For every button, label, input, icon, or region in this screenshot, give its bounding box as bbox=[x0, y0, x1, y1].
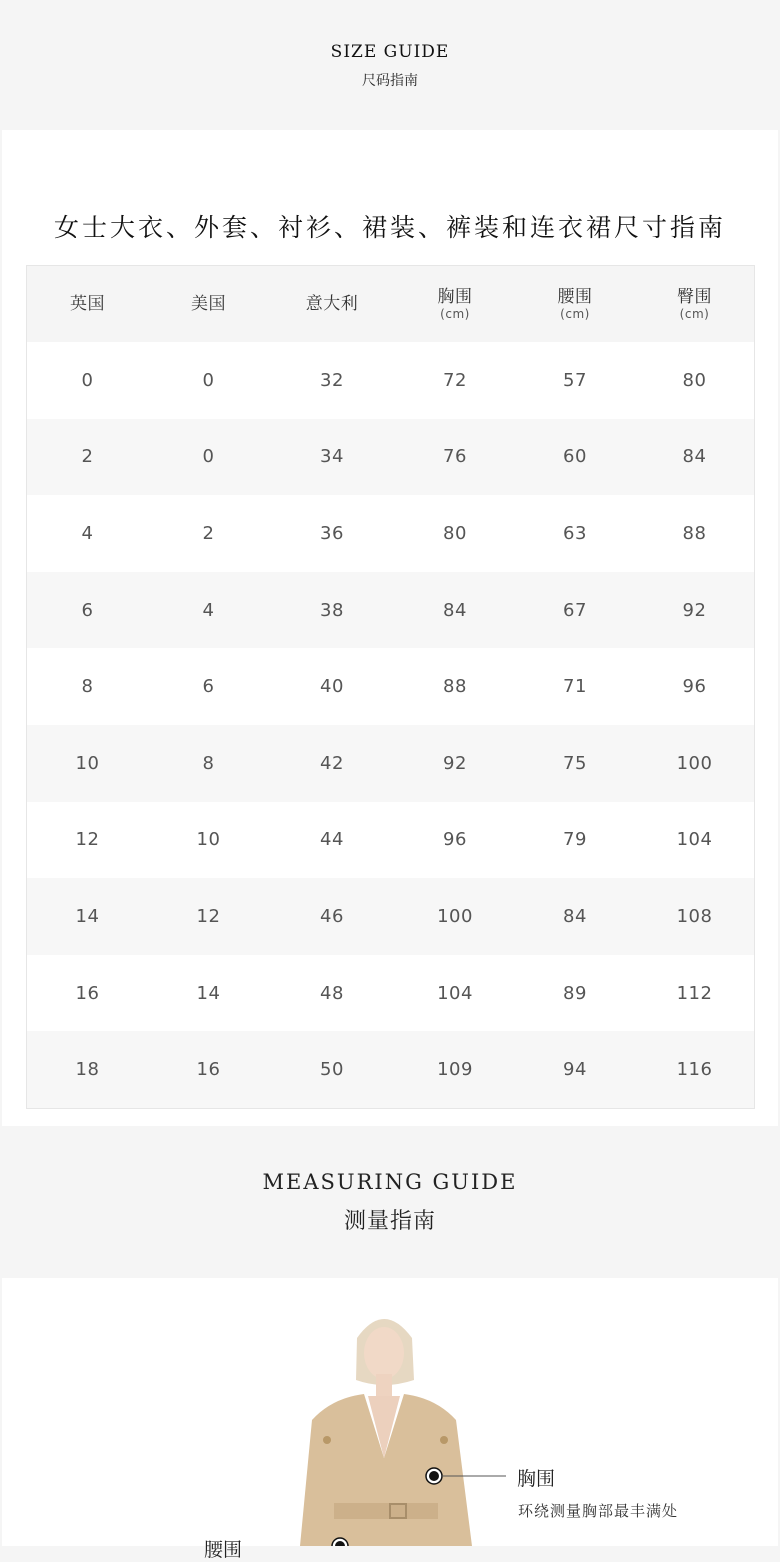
table-cell: 48 bbox=[320, 982, 344, 1004]
table-cell: 14 bbox=[196, 982, 221, 1004]
measuring-guide-title-cn: 测量指南 bbox=[343, 1209, 436, 1234]
table-cell: 16 bbox=[75, 982, 100, 1004]
measuring-guide-title-en: MEASURING GUIDE bbox=[262, 1170, 518, 1194]
table-row bbox=[27, 878, 754, 955]
table-cell: 84 bbox=[443, 599, 467, 621]
table-row bbox=[27, 725, 754, 802]
model-figure-image bbox=[272, 1308, 502, 1546]
table-cell: 89 bbox=[563, 982, 587, 1004]
table-cell: 100 bbox=[437, 905, 473, 927]
table-row bbox=[27, 419, 754, 496]
table-body bbox=[27, 342, 754, 1108]
size-table-title: 女士大衣、外套、衬衫、裙装、裤装和连衣裙尺寸指南 bbox=[53, 213, 726, 242]
column-header bbox=[515, 288, 635, 321]
column-header-label: 臀围 bbox=[677, 286, 712, 307]
table-cell: 4 bbox=[81, 522, 94, 544]
table-cell: 0 bbox=[202, 369, 215, 391]
column-header-label: 英国 bbox=[70, 293, 105, 314]
table-cell: 92 bbox=[682, 599, 707, 621]
table-cell: 108 bbox=[676, 905, 713, 927]
table-cell: 112 bbox=[676, 982, 713, 1004]
table-cell: 32 bbox=[320, 369, 344, 391]
column-header-label: 美国 bbox=[191, 293, 226, 314]
table-header-row bbox=[27, 266, 754, 342]
column-header-unit: (cm) bbox=[440, 306, 470, 321]
table-cell: 14 bbox=[75, 905, 100, 927]
table-cell: 75 bbox=[563, 752, 587, 774]
table-cell: 2 bbox=[81, 446, 94, 468]
table-cell: 96 bbox=[443, 829, 467, 851]
table-cell: 6 bbox=[81, 599, 94, 621]
table-cell: 16 bbox=[196, 1059, 221, 1081]
table-cell: 44 bbox=[320, 829, 344, 851]
table-cell: 84 bbox=[682, 446, 707, 468]
table-cell: 67 bbox=[563, 599, 587, 621]
table-row bbox=[27, 495, 754, 572]
table-cell: 12 bbox=[75, 829, 100, 851]
column-header bbox=[27, 295, 148, 314]
table-row bbox=[27, 648, 754, 725]
table-cell: 109 bbox=[437, 1059, 473, 1081]
table-cell: 63 bbox=[563, 522, 587, 544]
size-table bbox=[26, 265, 755, 1109]
size-guide-title-en: SIZE GUIDE bbox=[330, 42, 450, 62]
table-cell: 10 bbox=[75, 752, 100, 774]
table-cell: 80 bbox=[682, 369, 707, 391]
table-cell: 46 bbox=[320, 905, 344, 927]
chest-marker bbox=[424, 1464, 514, 1488]
chest-description: 环绕测量胸部最丰满处 bbox=[518, 1502, 679, 1520]
table-cell: 8 bbox=[81, 676, 94, 698]
table-row bbox=[27, 572, 754, 649]
column-header-label: 腰围 bbox=[557, 286, 593, 307]
table-cell: 10 bbox=[196, 829, 221, 851]
table-cell: 34 bbox=[320, 446, 344, 468]
table-cell: 36 bbox=[320, 522, 344, 544]
column-header-unit: (cm) bbox=[679, 306, 710, 321]
table-cell: 88 bbox=[443, 676, 467, 698]
chest-label: 胸围 bbox=[517, 1468, 556, 1490]
table-cell: 76 bbox=[443, 446, 467, 468]
table-cell: 84 bbox=[563, 905, 587, 927]
column-header bbox=[148, 295, 269, 314]
table-cell: 6 bbox=[202, 676, 215, 698]
column-header bbox=[269, 295, 395, 314]
column-header-unit: (cm) bbox=[560, 306, 590, 321]
table-cell: 79 bbox=[563, 829, 587, 851]
column-header bbox=[395, 288, 515, 321]
table-cell: 94 bbox=[563, 1059, 587, 1081]
table-cell: 2 bbox=[202, 522, 215, 544]
table-cell: 88 bbox=[682, 522, 707, 544]
table-cell: 96 bbox=[682, 676, 707, 698]
table-row bbox=[27, 342, 754, 419]
table-cell: 72 bbox=[443, 369, 467, 391]
table-cell: 104 bbox=[676, 829, 713, 851]
size-table-panel bbox=[2, 130, 778, 1126]
table-cell: 92 bbox=[443, 752, 467, 774]
table-cell: 8 bbox=[202, 752, 215, 774]
table-row bbox=[27, 955, 754, 1032]
table-cell: 0 bbox=[202, 446, 215, 468]
column-header bbox=[635, 288, 754, 321]
table-cell: 116 bbox=[676, 1059, 713, 1081]
waist-label: 腰围 bbox=[204, 1539, 243, 1561]
table-cell: 42 bbox=[320, 752, 344, 774]
table-cell: 104 bbox=[437, 982, 473, 1004]
table-cell: 57 bbox=[563, 369, 587, 391]
table-row bbox=[27, 802, 754, 879]
size-guide-title-cn: 尺码指南 bbox=[362, 73, 418, 89]
table-cell: 50 bbox=[320, 1059, 344, 1081]
column-header-label: 意大利 bbox=[305, 293, 359, 314]
table-cell: 38 bbox=[320, 599, 344, 621]
table-cell: 71 bbox=[563, 676, 587, 698]
table-cell: 40 bbox=[320, 676, 344, 698]
table-row bbox=[27, 1031, 754, 1108]
waist-marker bbox=[330, 1536, 354, 1546]
column-header-label: 胸围 bbox=[437, 286, 473, 307]
table-cell: 18 bbox=[75, 1059, 100, 1081]
size-guide-header bbox=[0, 0, 780, 130]
table-cell: 80 bbox=[443, 522, 467, 544]
table-cell: 4 bbox=[202, 599, 215, 621]
measuring-guide-header bbox=[0, 1126, 780, 1278]
table-cell: 100 bbox=[676, 752, 713, 774]
table-cell: 60 bbox=[563, 446, 587, 468]
table-cell: 12 bbox=[196, 905, 221, 927]
table-cell: 0 bbox=[81, 369, 94, 391]
